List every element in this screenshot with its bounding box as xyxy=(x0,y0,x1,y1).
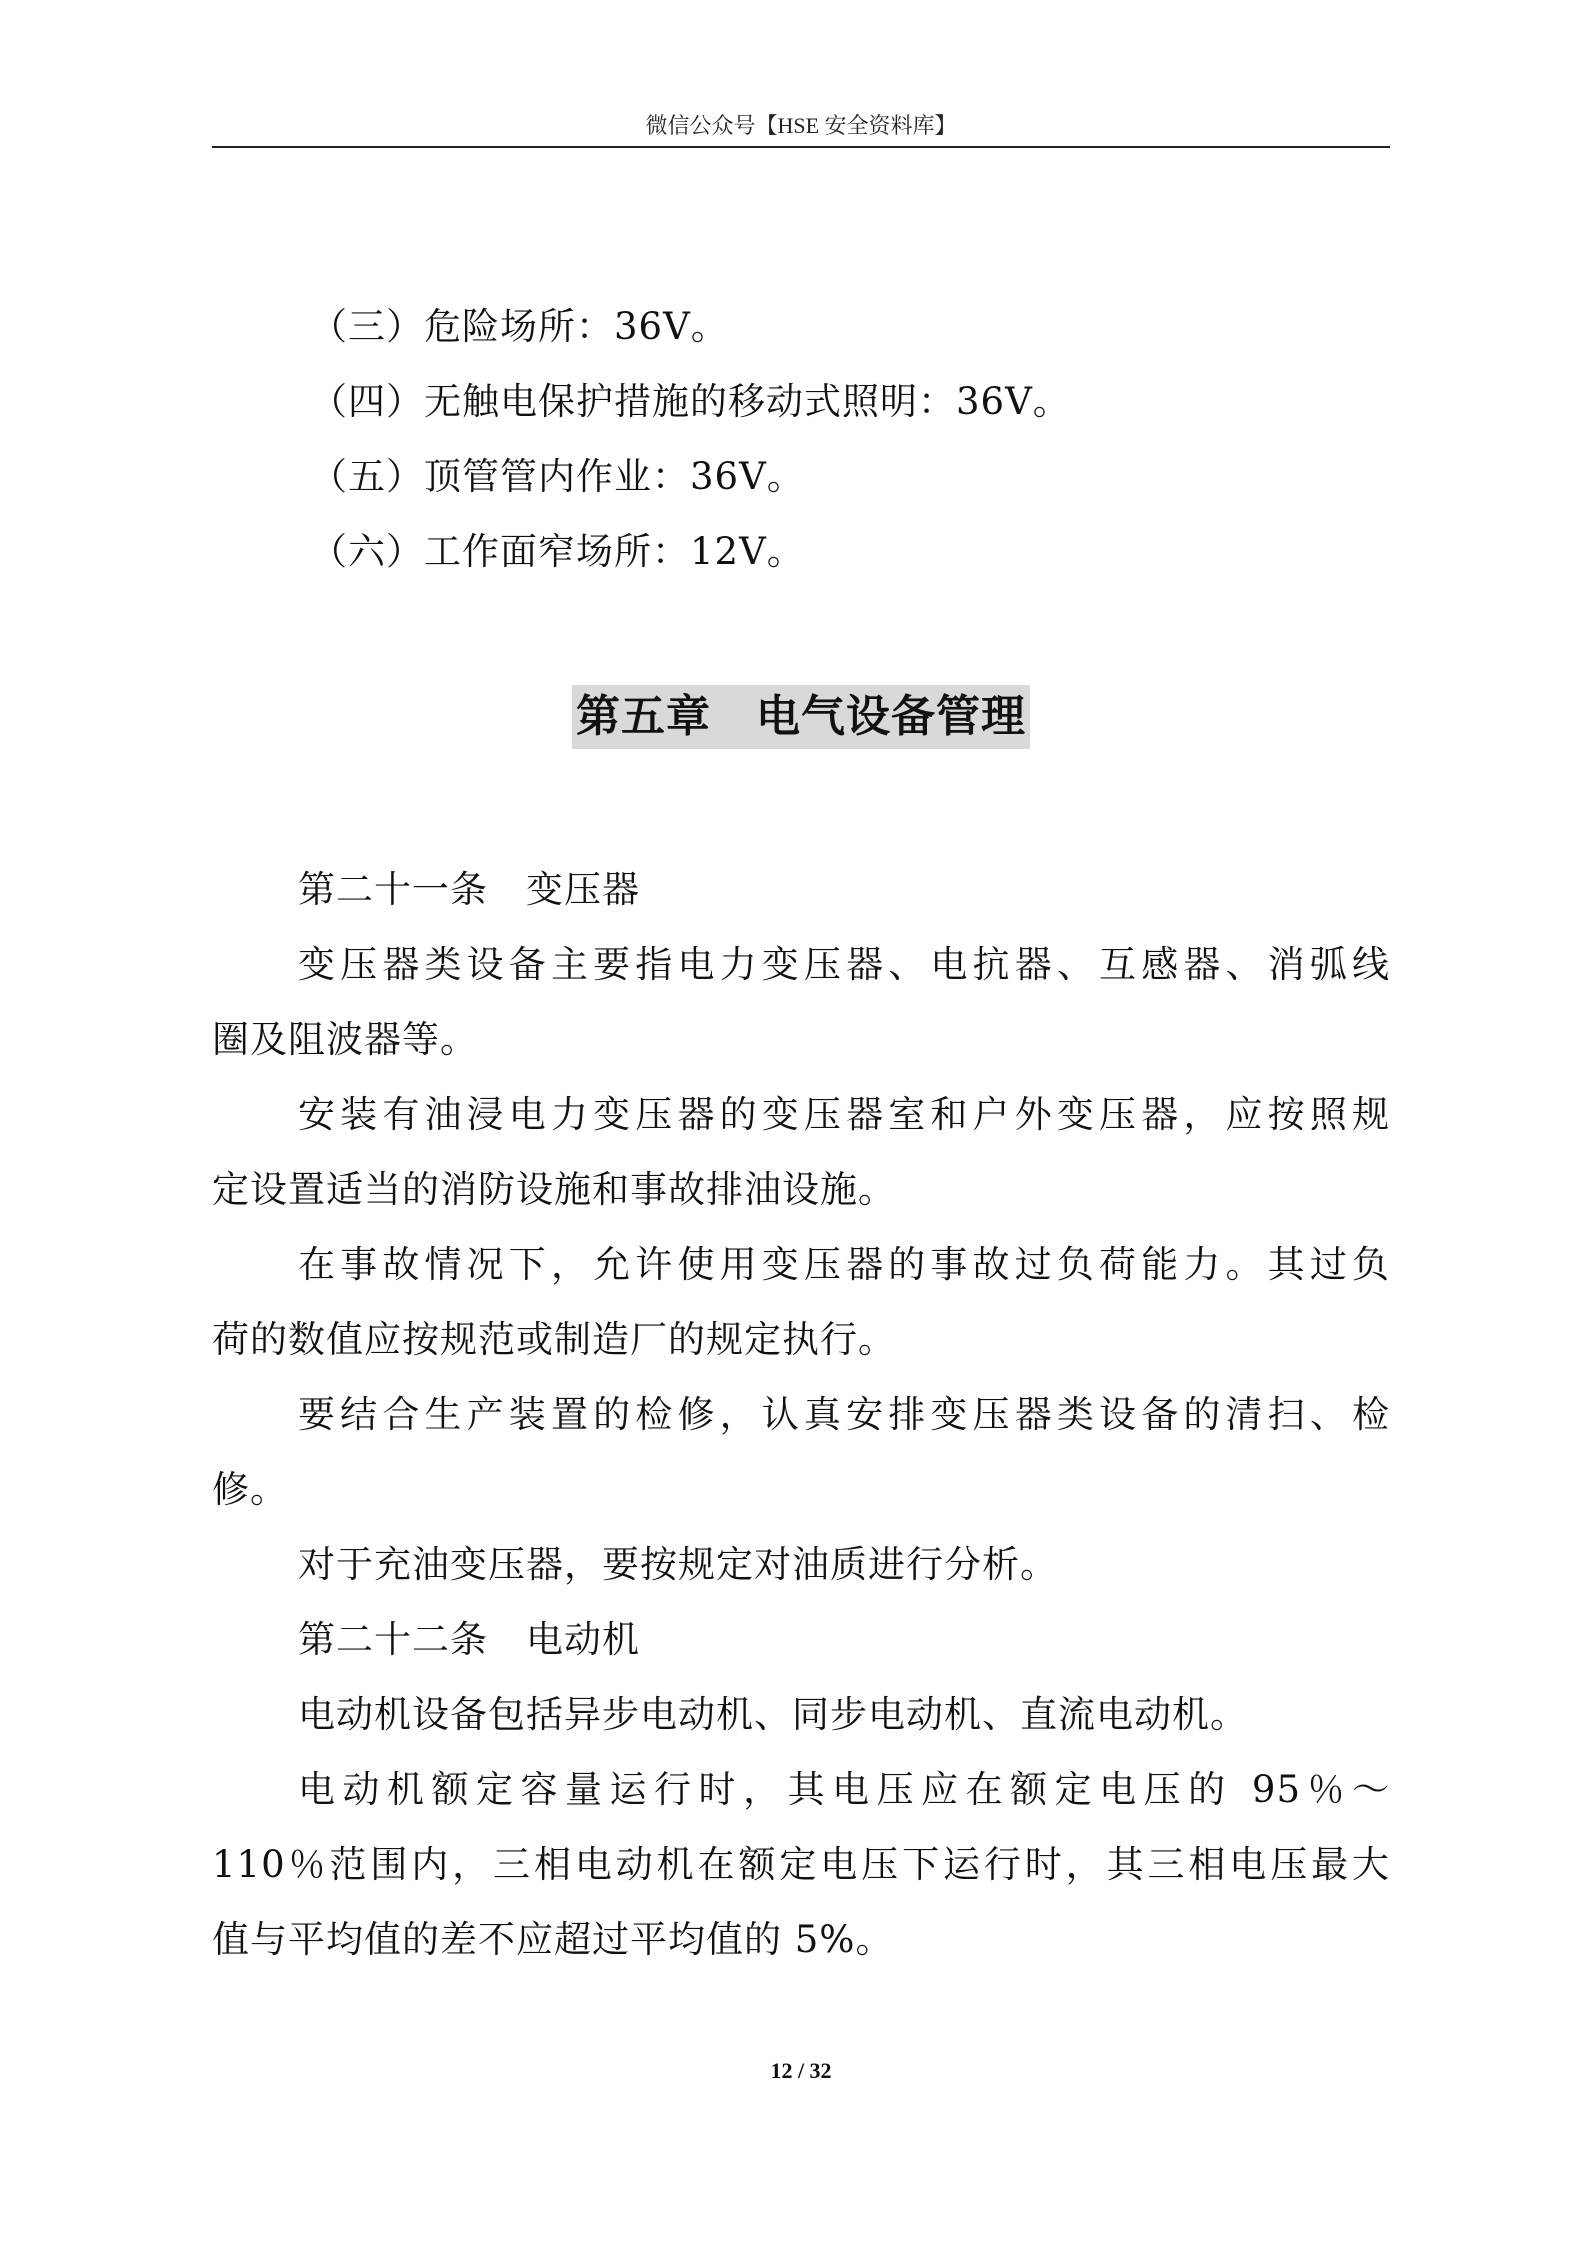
paragraph-line: 110％范围内，三相电动机在额定电压下运行时，其三相电压最大 xyxy=(212,1843,1390,1886)
list-item: （六）工作面窄场所：12V。 xyxy=(310,530,805,573)
chapter-heading-wrap xyxy=(212,685,1390,749)
article-heading: 第二十二条 电动机 xyxy=(298,1618,640,1661)
list-item: （三）危险场所：36V。 xyxy=(310,305,729,348)
list-item: （四）无触电保护措施的移动式照明：36V。 xyxy=(310,380,1071,423)
paragraph-line: 电动机设备包括异步电动机、同步电动机、直流电动机。 xyxy=(298,1693,1248,1736)
paragraph-line: 安装有油浸电力变压器的变压器室和户外变压器，应按照规 xyxy=(298,1093,1390,1136)
list-item: （五）顶管管内作业：36V。 xyxy=(310,455,805,498)
page-number: 12 / 32 xyxy=(770,2058,832,2083)
paragraph-line: 要结合生产装置的检修，认真安排变压器类设备的清扫、检 xyxy=(298,1393,1390,1436)
paragraph-line: 值与平均值的差不应超过平均值的 5%。 xyxy=(212,1918,894,1961)
paragraph-line: 在事故情况下，允许使用变压器的事故过负荷能力。其过负 xyxy=(298,1243,1390,1286)
paragraph-line: 荷的数值应按规范或制造厂的规定执行。 xyxy=(212,1318,896,1361)
article-heading: 第二十一条 变压器 xyxy=(298,868,640,911)
paragraph-line: 电动机额定容量运行时，其电压应在额定电压的 95％～ xyxy=(298,1768,1390,1811)
paragraph-line: 定设置适当的消防设施和事故排油设施。 xyxy=(212,1168,896,1211)
paragraph-line: 对于充油变压器，要按规定对油质进行分析。 xyxy=(298,1543,1058,1586)
paragraph-line: 变压器类设备主要指电力变压器、电抗器、互感器、消弧线 xyxy=(298,943,1390,986)
chapter-title: 第五章 电气设备管理 xyxy=(572,685,1030,749)
page-header: 微信公众号【HSE 安全资料库】 xyxy=(645,113,957,138)
paragraph-line: 修。 xyxy=(212,1468,288,1511)
header-rule xyxy=(212,146,1390,148)
paragraph-line: 圈及阻波器等。 xyxy=(212,1018,478,1061)
